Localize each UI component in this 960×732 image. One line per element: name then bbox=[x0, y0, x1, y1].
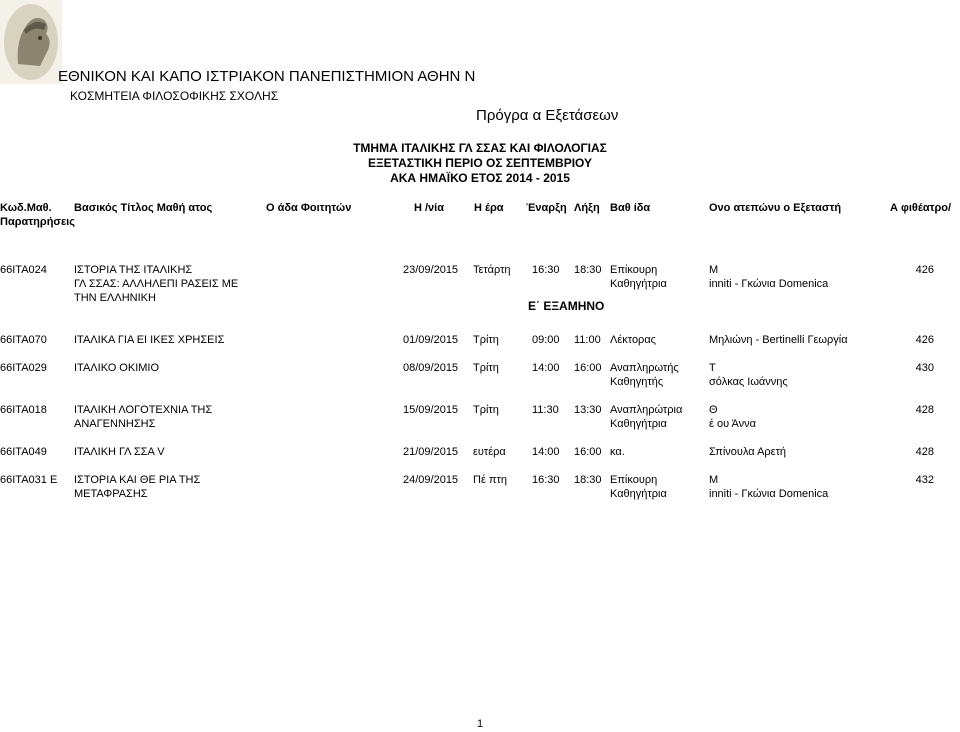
row-title-line: ΙΤΑΛΙΚΑ ΓΙΑ ΕΙ ΙΚΕΣ ΧΡΗΣΕΙΣ bbox=[74, 334, 225, 346]
row-rank-line: Καθηγήτρια bbox=[610, 278, 667, 290]
row-date: 21/09/2015 bbox=[403, 446, 459, 458]
col-header-room: Α φιθέατρο/ bbox=[890, 202, 952, 214]
row-start: 14:00 bbox=[532, 362, 560, 374]
semester-label: Ε΄ ΕΞΑΜΗΝΟ bbox=[528, 299, 605, 313]
row-end: 18:30 bbox=[574, 264, 602, 276]
row-start: 09:00 bbox=[532, 334, 560, 346]
row-end: 13:30 bbox=[574, 404, 602, 416]
row-examiner-line: inniti - Γκώνια Domenica bbox=[709, 278, 829, 290]
row-title-line: ΙΤΑΛΙΚΗ ΛΟΓΟΤΕΧΝΙΑ ΤΗΣ bbox=[74, 404, 213, 416]
row-code: 66ΙΤΑ024 bbox=[0, 264, 47, 276]
col-header-day: Η έρα bbox=[474, 202, 504, 214]
row-rank-line: Καθηγήτρια bbox=[610, 418, 667, 430]
academic-year: ΑΚΑ ΗΜΑΪΚΟ ΕΤΟΣ 2014 - 2015 bbox=[390, 171, 570, 185]
row-code: 66ΙΤΑ029 bbox=[0, 362, 47, 374]
row-examiner-line: Μηλιώνη - Bertinelli Γεωργία bbox=[709, 334, 848, 346]
university-emblem bbox=[0, 0, 62, 84]
col-header-examiner: Ονο ατεπώνυ ο Εξεταστή bbox=[709, 202, 842, 214]
row-end: 16:00 bbox=[574, 446, 602, 458]
row-examiner-line: σόλκας Ιωάννης bbox=[709, 376, 788, 388]
row-end: 18:30 bbox=[574, 474, 602, 486]
row-start: 16:30 bbox=[532, 264, 560, 276]
row-day: ευτέρα bbox=[473, 446, 506, 458]
row-rank-line: Επίκουρη bbox=[610, 264, 658, 276]
row-day: Τετάρτη bbox=[473, 264, 511, 276]
university-name: ΕΘΝΙΚΟΝ ΚΑΙ ΚΑΠΟ ΙΣΤΡΙΑΚΟΝ ΠΑΝΕΠΙΣΤΗΜΙΟΝ ΑΘΗΝ Ν bbox=[58, 68, 476, 85]
row-examiner-line: Μ bbox=[709, 264, 719, 276]
row-examiner-line: inniti - Γκώνια Domenica bbox=[709, 488, 829, 500]
row-rank-line: Αναπληρωτής bbox=[610, 362, 679, 374]
col-header-date: Η /νία bbox=[414, 202, 444, 214]
document-title: Πρόγρα α Εξετάσεων bbox=[476, 107, 619, 124]
row-title-line: ΙΤΑΛΙΚΟ ΟΚΙΜΙΟ bbox=[74, 362, 160, 374]
row-title-line: ΤΗΝ ΕΛΛΗΝΙΚΗ bbox=[74, 292, 156, 304]
col-header-title: Βασικός Τίτλος Μαθή ατος bbox=[74, 202, 213, 214]
row-start: 14:00 bbox=[532, 446, 560, 458]
row-rank-line: Λέκτορας bbox=[610, 334, 656, 346]
row-examiner-line: Τ bbox=[709, 362, 716, 374]
faculty-name: ΚΟΣΜΗΤΕΙΑ ΦΙΛΟΣΟΦΙΚΗΣ ΣΧΟΛΗΣ bbox=[70, 89, 279, 103]
row-date: 08/09/2015 bbox=[403, 362, 459, 374]
row-title-line: ΙΤΑΛΙΚΗ ΓΛ ΣΣΑ V bbox=[74, 446, 165, 458]
row-title-line: ΓΛ ΣΣΑΣ: ΑΛΛΗΛΕΠΙ ΡΑΣΕΙΣ ΜΕ bbox=[74, 278, 239, 290]
row-examiner-line: Θ bbox=[709, 404, 718, 416]
row-date: 01/09/2015 bbox=[403, 334, 459, 346]
row-code: 66ΙΤΑ031 Ε bbox=[0, 474, 58, 486]
row-rank-line: Αναπληρώτρια bbox=[610, 404, 683, 416]
row-rank-line: Επίκουρη bbox=[610, 474, 658, 486]
row-rank-line: Καθηγήτρια bbox=[610, 488, 667, 500]
row-code: 66ΙΤΑ018 bbox=[0, 404, 47, 416]
row-room: 428 bbox=[915, 404, 934, 416]
row-day: Τρίτη bbox=[473, 362, 499, 374]
row-examiner-line: Σπίνουλα Αρετή bbox=[709, 446, 787, 458]
row-rank-line: κα. bbox=[610, 446, 625, 458]
row-start: 16:30 bbox=[532, 474, 560, 486]
row-room: 428 bbox=[915, 446, 934, 458]
row-room: 426 bbox=[915, 264, 934, 276]
row-room: 430 bbox=[915, 362, 934, 374]
row-room: 432 bbox=[915, 474, 934, 486]
row-end: 16:00 bbox=[574, 362, 602, 374]
row-day: Πέ πτη bbox=[473, 474, 507, 486]
row-rank-line: Καθηγητής bbox=[610, 376, 664, 388]
page-number: 1 bbox=[476, 718, 484, 730]
row-title-line: ΜΕΤΑΦΡΑΣΗΣ bbox=[74, 488, 148, 500]
row-code: 66ΙΤΑ049 bbox=[0, 446, 47, 458]
department-name: ΤΜΗΜΑ ΙΤΑΛΙΚΗΣ ΓΛ ΣΣΑΣ ΚΑΙ ΦΙΛΟΛΟΓΙΑΣ bbox=[353, 141, 607, 155]
row-date: 23/09/2015 bbox=[403, 264, 459, 276]
exam-period: ΕΞΕΤΑΣΤΙΚΗ ΠΕΡΙΟ ΟΣ ΣΕΠΤΕΜΒΡΙΟΥ bbox=[367, 156, 593, 170]
row-title-line: ΑΝΑΓΕΝΝΗΣΗΣ bbox=[74, 418, 156, 430]
row-title-line: ΙΣΤΟΡΙΑ ΚΑΙ ΘΕ ΡΙΑ ΤΗΣ bbox=[74, 474, 201, 486]
col-header-code: Κωδ.Μαθ. bbox=[0, 202, 52, 214]
row-start: 11:30 bbox=[532, 404, 559, 416]
row-date: 15/09/2015 bbox=[403, 404, 459, 416]
row-day: Τρίτη bbox=[473, 404, 499, 416]
row-title-line: ΙΣΤΟΡΙΑ ΤΗΣ ΙΤΑΛΙΚΗΣ bbox=[74, 264, 193, 276]
col-header-start: Έναρξη bbox=[526, 202, 567, 214]
col-header-notes: Παρατηρήσεις bbox=[0, 216, 75, 228]
row-day: Τρίτη bbox=[473, 334, 499, 346]
col-header-rank: Βαθ ίδα bbox=[610, 202, 651, 214]
row-end: 11:00 bbox=[574, 334, 601, 346]
row-examiner-line: έ ου Άννα bbox=[709, 418, 757, 430]
row-examiner-line: Μ bbox=[709, 474, 719, 486]
row-code: 66ΙΤΑ070 bbox=[0, 334, 47, 346]
row-date: 24/09/2015 bbox=[403, 474, 459, 486]
row-room: 426 bbox=[915, 334, 934, 346]
col-header-group: Ο άδα Φοιτητών bbox=[266, 202, 352, 214]
col-header-end: Λήξη bbox=[574, 202, 600, 214]
